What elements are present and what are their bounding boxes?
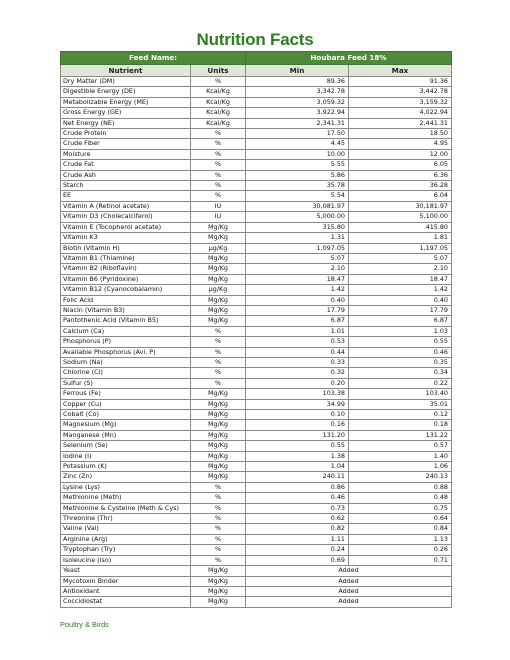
min-cell: 3,059.32 <box>246 97 349 107</box>
min-cell: 0.55 <box>246 441 349 451</box>
table-row <box>61 399 452 409</box>
column-header-row <box>61 65 452 77</box>
table-row <box>61 357 452 367</box>
nutrient-cell: Crude Ash <box>61 170 191 180</box>
unit-cell: Mg/Kg <box>191 472 246 482</box>
max-cell: 6.36 <box>349 170 452 180</box>
min-cell: 3,342.78 <box>246 87 349 97</box>
nutrient-cell: Vitamin K3 <box>61 233 191 243</box>
min-cell: 1.42 <box>246 285 349 295</box>
max-cell: 0.26 <box>349 545 452 555</box>
unit-cell: % <box>191 555 246 565</box>
nutrient-cell: Manganese (Mn) <box>61 430 191 440</box>
nutrient-cell: Moisture <box>61 149 191 159</box>
feed-name-value: Houbara Feed 18% <box>246 52 452 65</box>
table-row <box>61 545 452 555</box>
max-cell: 6.87 <box>349 316 452 326</box>
unit-cell: % <box>191 337 246 347</box>
table-row <box>61 420 452 430</box>
nutrient-cell: Yeast <box>61 566 191 576</box>
min-cell: 1.11 <box>246 534 349 544</box>
table-row <box>61 170 452 180</box>
nutrient-cell: Methionine & Cysteine (Meth & Cys) <box>61 503 191 513</box>
unit-cell: % <box>191 347 246 357</box>
table-row <box>61 451 452 461</box>
max-cell: 6.04 <box>349 191 452 201</box>
table-row <box>61 316 452 326</box>
nutrient-cell: Threonine (Thr) <box>61 514 191 524</box>
unit-cell: Mg/Kg <box>191 233 246 243</box>
min-cell: 315.80 <box>246 222 349 232</box>
nutrient-cell: Biotin (Vitamin H) <box>61 243 191 253</box>
max-cell: 0.35 <box>349 357 452 367</box>
min-cell: 0.16 <box>246 420 349 430</box>
min-cell: 0.20 <box>246 378 349 388</box>
max-cell: 36.28 <box>349 181 452 191</box>
min-cell: 1.31 <box>246 233 349 243</box>
table-row <box>61 108 452 118</box>
min-cell: 10.00 <box>246 149 349 159</box>
nutrient-cell: Dry Matter (DM) <box>61 77 191 87</box>
table-row <box>61 441 452 451</box>
max-cell: 0.88 <box>349 482 452 492</box>
table-row <box>61 534 452 544</box>
nutrient-cell: Cobalt (Co) <box>61 410 191 420</box>
nutrient-cell: Chlorine (Cl) <box>61 368 191 378</box>
max-cell: 12.00 <box>349 149 452 159</box>
max-cell: 1.03 <box>349 326 452 336</box>
nutrient-cell: Isoleucine (Iso) <box>61 555 191 565</box>
table-row <box>61 181 452 191</box>
unit-cell: Mg/Kg <box>191 597 246 607</box>
min-cell: 5.07 <box>246 253 349 263</box>
nutrient-cell: Net Energy (NE) <box>61 118 191 128</box>
max-cell: 0.22 <box>349 378 452 388</box>
max-cell: 0.75 <box>349 503 452 513</box>
max-cell: 0.12 <box>349 410 452 420</box>
max-cell: 18.47 <box>349 274 452 284</box>
unit-cell: Mg/Kg <box>191 430 246 440</box>
nutrient-cell: Digestible Energy (DE) <box>61 87 191 97</box>
table-row <box>61 493 452 503</box>
table-row <box>61 462 452 472</box>
nutrient-cell: Crude Fat <box>61 160 191 170</box>
feed-name-label: Feed Name: <box>61 52 246 65</box>
additive-row <box>61 597 452 607</box>
max-cell: 17.79 <box>349 305 452 315</box>
nutrient-cell: Valine (Val) <box>61 524 191 534</box>
min-cell: 0.32 <box>246 368 349 378</box>
min-cell: 0.62 <box>246 514 349 524</box>
max-cell: 0.34 <box>349 368 452 378</box>
table-row <box>61 503 452 513</box>
unit-cell: Mg/Kg <box>191 576 246 586</box>
unit-cell: % <box>191 149 246 159</box>
added-cell: Added <box>246 576 452 586</box>
table-row <box>61 378 452 388</box>
max-cell: 0.84 <box>349 524 452 534</box>
unit-cell: IU <box>191 212 246 222</box>
max-cell: 2.10 <box>349 264 452 274</box>
max-cell: 0.71 <box>349 555 452 565</box>
min-cell: 0.86 <box>246 482 349 492</box>
max-cell: 4.95 <box>349 139 452 149</box>
nutrient-cell: Ferrous (Fe) <box>61 389 191 399</box>
min-cell: 103.38 <box>246 389 349 399</box>
nutrient-cell: Vitamin A (Retinol acetate) <box>61 201 191 211</box>
table-row <box>61 264 452 274</box>
min-cell: 0.46 <box>246 493 349 503</box>
unit-cell: % <box>191 503 246 513</box>
max-cell: 6.05 <box>349 160 452 170</box>
unit-cell: Mg/Kg <box>191 420 246 430</box>
col-header-nutrient: Nutrient <box>61 65 191 77</box>
min-cell: 1,097.05 <box>246 243 349 253</box>
max-cell: 3,159.32 <box>349 97 452 107</box>
nutrient-cell: Vitamin E (Tocopherol acetate) <box>61 222 191 232</box>
min-cell: 0.33 <box>246 357 349 367</box>
nutrient-cell: Mycotoxin Binder <box>61 576 191 586</box>
unit-cell: % <box>191 368 246 378</box>
min-cell: 18.47 <box>246 274 349 284</box>
nutrient-cell: Antioxidant <box>61 586 191 596</box>
max-cell: 1.40 <box>349 451 452 461</box>
table-row <box>61 482 452 492</box>
min-cell: 4.45 <box>246 139 349 149</box>
max-cell: 18.50 <box>349 129 452 139</box>
max-cell: 103.40 <box>349 389 452 399</box>
max-cell: 415.80 <box>349 222 452 232</box>
unit-cell: Kcal/Kg <box>191 97 246 107</box>
unit-cell: Kcal/Kg <box>191 118 246 128</box>
table-row <box>61 139 452 149</box>
min-cell: 5.55 <box>246 160 349 170</box>
nutrient-cell: Crude Protein <box>61 129 191 139</box>
table-row <box>61 274 452 284</box>
unit-cell: % <box>191 357 246 367</box>
max-cell: 0.64 <box>349 514 452 524</box>
table-row <box>61 77 452 87</box>
table-row <box>61 472 452 482</box>
table-row <box>61 295 452 305</box>
unit-cell: % <box>191 77 246 87</box>
unit-cell: Mg/Kg <box>191 274 246 284</box>
unit-cell: Mg/Kg <box>191 264 246 274</box>
max-cell: 240.13 <box>349 472 452 482</box>
min-cell: 0.10 <box>246 410 349 420</box>
unit-cell: % <box>191 191 246 201</box>
nutrient-cell: Methionine (Meth) <box>61 493 191 503</box>
table-row <box>61 524 452 534</box>
nutrient-cell: Niacin (Vitamin B3) <box>61 305 191 315</box>
min-cell: 0.44 <box>246 347 349 357</box>
unit-cell: Mg/Kg <box>191 305 246 315</box>
table-row <box>61 201 452 211</box>
table-row <box>61 149 452 159</box>
max-cell: 1.42 <box>349 285 452 295</box>
unit-cell: % <box>191 129 246 139</box>
min-cell: 1.04 <box>246 462 349 472</box>
max-cell: 35.01 <box>349 399 452 409</box>
table-row <box>61 410 452 420</box>
nutrient-cell: Metabolizable Energy (ME) <box>61 97 191 107</box>
unit-cell: Mg/Kg <box>191 389 246 399</box>
added-cell: Added <box>246 566 452 576</box>
nutrient-cell: Copper (Cu) <box>61 399 191 409</box>
max-cell: 1.06 <box>349 462 452 472</box>
nutrient-cell: Iodine (I) <box>61 451 191 461</box>
nutrient-cell: Coccidiostat <box>61 597 191 607</box>
unit-cell: % <box>191 545 246 555</box>
table-row <box>61 233 452 243</box>
table-body <box>61 77 452 608</box>
table-row <box>61 191 452 201</box>
min-cell: 35.78 <box>246 181 349 191</box>
unit-cell: Kcal/Kg <box>191 108 246 118</box>
additive-row <box>61 576 452 586</box>
min-cell: 0.73 <box>246 503 349 513</box>
table-row <box>61 118 452 128</box>
table-row <box>61 129 452 139</box>
max-cell: 4,022.94 <box>349 108 452 118</box>
min-cell: 0.24 <box>246 545 349 555</box>
unit-cell: % <box>191 170 246 180</box>
table-row <box>61 347 452 357</box>
min-cell: 5.54 <box>246 191 349 201</box>
table-row <box>61 253 452 263</box>
unit-cell: Mg/Kg <box>191 451 246 461</box>
table-row <box>61 97 452 107</box>
table-row <box>61 285 452 295</box>
nutrient-cell: Selenium (Se) <box>61 441 191 451</box>
min-cell: 1.01 <box>246 326 349 336</box>
table-row <box>61 430 452 440</box>
unit-cell: Mg/Kg <box>191 295 246 305</box>
max-cell: 3,442.78 <box>349 87 452 97</box>
min-cell: 34.99 <box>246 399 349 409</box>
table-row <box>61 160 452 170</box>
nutrient-cell: Vitamin D3 (Cholecalciferol) <box>61 212 191 222</box>
min-cell: 0.69 <box>246 555 349 565</box>
nutrient-cell: Sulfur (S) <box>61 378 191 388</box>
unit-cell: Mg/Kg <box>191 399 246 409</box>
nutrient-cell: Zinc (Zn) <box>61 472 191 482</box>
max-cell: 0.40 <box>349 295 452 305</box>
min-cell: 89.36 <box>246 77 349 87</box>
unit-cell: Mg/Kg <box>191 566 246 576</box>
nutrient-cell: Magnesium (Mg) <box>61 420 191 430</box>
max-cell: 0.46 <box>349 347 452 357</box>
unit-cell: Mg/Kg <box>191 441 246 451</box>
table-row <box>61 305 452 315</box>
min-cell: 0.40 <box>246 295 349 305</box>
unit-cell: Mg/Kg <box>191 586 246 596</box>
max-cell: 131.22 <box>349 430 452 440</box>
table-row <box>61 514 452 524</box>
nutrient-cell: Crude Fiber <box>61 139 191 149</box>
min-cell: 1.38 <box>246 451 349 461</box>
table-row <box>61 212 452 222</box>
table-row <box>61 389 452 399</box>
nutrient-cell: Gross Energy (GE) <box>61 108 191 118</box>
min-cell: 2,341.31 <box>246 118 349 128</box>
unit-cell: % <box>191 326 246 336</box>
nutrient-cell: Vitamin B2 (Riboflavin) <box>61 264 191 274</box>
min-cell: 17.50 <box>246 129 349 139</box>
unit-cell: % <box>191 378 246 388</box>
max-cell: 1.13 <box>349 534 452 544</box>
unit-cell: % <box>191 493 246 503</box>
col-header-min: Min <box>246 65 349 77</box>
page-title: Nutrition Facts <box>196 30 314 49</box>
min-cell: 0.82 <box>246 524 349 534</box>
unit-cell: Mg/Kg <box>191 253 246 263</box>
unit-cell: Mg/Kg <box>191 316 246 326</box>
footer-category: Poultry & Birds <box>60 620 109 629</box>
nutrition-table <box>60 51 452 608</box>
unit-cell: % <box>191 482 246 492</box>
col-header-max: Max <box>349 65 452 77</box>
max-cell: 0.55 <box>349 337 452 347</box>
table-row <box>61 368 452 378</box>
unit-cell: % <box>191 524 246 534</box>
nutrient-cell: Vitamin B6 (Pyridoxine) <box>61 274 191 284</box>
min-cell: 3,922.94 <box>246 108 349 118</box>
max-cell: 0.57 <box>349 441 452 451</box>
min-cell: 6.87 <box>246 316 349 326</box>
max-cell: 1,197.05 <box>349 243 452 253</box>
min-cell: 17.79 <box>246 305 349 315</box>
nutrient-cell: Lysine (Lys) <box>61 482 191 492</box>
max-cell: 0.18 <box>349 420 452 430</box>
feed-name-row <box>61 52 452 65</box>
min-cell: 0.53 <box>246 337 349 347</box>
max-cell: 0.48 <box>349 493 452 503</box>
nutrient-cell: Starch <box>61 181 191 191</box>
unit-cell: % <box>191 534 246 544</box>
max-cell: 2,441.31 <box>349 118 452 128</box>
nutrient-cell: Folic Acid <box>61 295 191 305</box>
nutrient-cell: Calcium (Ca) <box>61 326 191 336</box>
unit-cell: % <box>191 181 246 191</box>
min-cell: 131.20 <box>246 430 349 440</box>
min-cell: 5.86 <box>246 170 349 180</box>
max-cell: 30,181.97 <box>349 201 452 211</box>
nutrient-cell: Tryptophan (Try) <box>61 545 191 555</box>
unit-cell: % <box>191 160 246 170</box>
unit-cell: µg/Kg <box>191 243 246 253</box>
unit-cell: Mg/Kg <box>191 462 246 472</box>
table-row <box>61 337 452 347</box>
nutrient-cell: Potassium (K) <box>61 462 191 472</box>
table-row <box>61 326 452 336</box>
table-row <box>61 87 452 97</box>
min-cell: 5,000.00 <box>246 212 349 222</box>
additive-row <box>61 566 452 576</box>
table-row <box>61 243 452 253</box>
max-cell: 91.36 <box>349 77 452 87</box>
unit-cell: % <box>191 139 246 149</box>
unit-cell: µg/Kg <box>191 285 246 295</box>
max-cell: 5,100.00 <box>349 212 452 222</box>
additive-row <box>61 586 452 596</box>
nutrient-cell: Vitamin B12 (Cyanocobalamin) <box>61 285 191 295</box>
unit-cell: % <box>191 514 246 524</box>
nutrient-cell: Phosphorus (P) <box>61 337 191 347</box>
nutrient-cell: Sodium (Na) <box>61 357 191 367</box>
col-header-units: Units <box>191 65 246 77</box>
unit-cell: Mg/Kg <box>191 410 246 420</box>
min-cell: 240.11 <box>246 472 349 482</box>
unit-cell: Kcal/Kg <box>191 87 246 97</box>
nutrient-cell: Vitamin B1 (Thiamine) <box>61 253 191 263</box>
max-cell: 5.07 <box>349 253 452 263</box>
nutrient-cell: Arginine (Arg) <box>61 534 191 544</box>
table-row <box>61 555 452 565</box>
nutrient-cell: Pantothenic Acid (Vitamin B5) <box>61 316 191 326</box>
min-cell: 2.10 <box>246 264 349 274</box>
unit-cell: Mg/Kg <box>191 222 246 232</box>
nutrient-cell: Available Phosphorus (Avi. P) <box>61 347 191 357</box>
max-cell: 1.81 <box>349 233 452 243</box>
added-cell: Added <box>246 597 452 607</box>
min-cell: 30,081.97 <box>246 201 349 211</box>
unit-cell: IU <box>191 201 246 211</box>
table-row <box>61 222 452 232</box>
nutrient-cell: EE <box>61 191 191 201</box>
added-cell: Added <box>246 586 452 596</box>
